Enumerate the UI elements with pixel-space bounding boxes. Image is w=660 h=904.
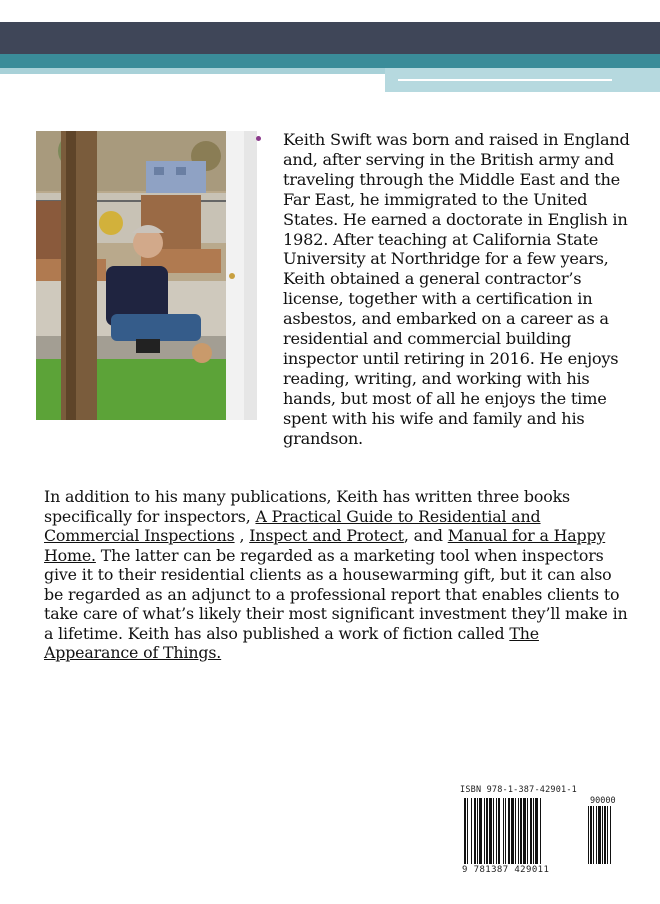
barcode-bar: [527, 798, 528, 864]
barcode-bar: [493, 798, 494, 864]
barcode-bar: [489, 798, 492, 864]
barcode-addon-bar: [596, 806, 597, 864]
ean-number: 9 781387 429011: [462, 865, 550, 875]
barcode-addon-bar: [590, 806, 592, 864]
barcode-addon-bar: [610, 806, 611, 864]
isbn-text: ISBN 978-1-387-42901-1: [460, 785, 577, 795]
barcode-bar: [511, 798, 514, 864]
barcode-bar: [486, 798, 488, 864]
publications-intro: In addition to his many publications, Keith has written three books specifically for inspectors,: [44, 487, 570, 526]
bullet-marker: [256, 136, 261, 141]
barcode-bar: [474, 798, 476, 864]
header-dark-band: [0, 22, 660, 54]
barcode-bar: [505, 798, 506, 864]
barcode-bar: [520, 798, 522, 864]
header-white-line: [398, 79, 612, 81]
barcode-addon-bar: [607, 806, 608, 864]
publications-paragraph: [44, 487, 630, 663]
barcode-bar: [503, 798, 504, 864]
book-title-manual-happy-home: Manual for a Happy Home.: [44, 526, 606, 565]
price-code: 90000: [590, 796, 616, 806]
barcode-bar: [467, 798, 468, 864]
author-photo-illustration: [36, 131, 257, 420]
barcode-bar: [484, 798, 485, 864]
barcode-bar: [540, 798, 541, 864]
barcode-bar: [518, 798, 519, 864]
header-light-band: [0, 68, 385, 74]
author-bio: Keith Swift was born and raised in England and, after serving in the British army and traveling through the Middle East and the Far East, he immigrated to the United States. He earned a doctorate in English in 1982. After teaching at California State University at Northridge for a few years, Keith obtained a general contractor’s license, together with a certification in asbestos, and embarked on a career as a residential and commercial building inspector until retiring in 2016. He enjoys reading, writing, and working with his hands, but most of all he enjoys the time spent with his wife and family and his grandson.: [283, 130, 630, 448]
author-photo: [36, 131, 257, 420]
barcode-bar: [508, 798, 510, 864]
separator: , and: [403, 526, 448, 545]
barcode-addon-bar: [604, 806, 606, 864]
barcode-bar: [477, 798, 478, 864]
header-teal-band: [0, 54, 660, 68]
barcode-bar: [530, 798, 532, 864]
barcode-addon-bar: [598, 806, 601, 864]
book-title-appearance-of-things: The Appearance of Things.: [44, 623, 539, 662]
barcode-bar: [533, 798, 534, 864]
separator: ,: [234, 526, 250, 545]
barcode-bar: [523, 798, 526, 864]
barcode-bar: [471, 798, 472, 864]
barcode-bar: [515, 798, 516, 864]
barcode-bar: [535, 798, 538, 864]
publications-middle: The latter can be regarded as a marketing tool when inspectors give it to their residential clients as a housewarming gift, but it can also be regarded as an adjunct to a professional report that enables clients to take care of what’s likely their most significant investment they’ll make in a lifetime. Keith has also published a work of fiction called: [44, 545, 628, 643]
book-title-practical-guide: A Practical Guide to Residential and Commercial Inspections: [44, 506, 541, 545]
barcode-addon-bar: [602, 806, 603, 864]
barcode-addon-bar: [593, 806, 594, 864]
barcode-bar: [498, 798, 500, 864]
barcode-addon-bar: [588, 806, 589, 864]
barcode-bar: [479, 798, 482, 864]
barcode-bar: [496, 798, 497, 864]
barcode-bar: [464, 798, 466, 864]
book-title-inspect-and-protect: Inspect and Protect: [249, 526, 404, 545]
